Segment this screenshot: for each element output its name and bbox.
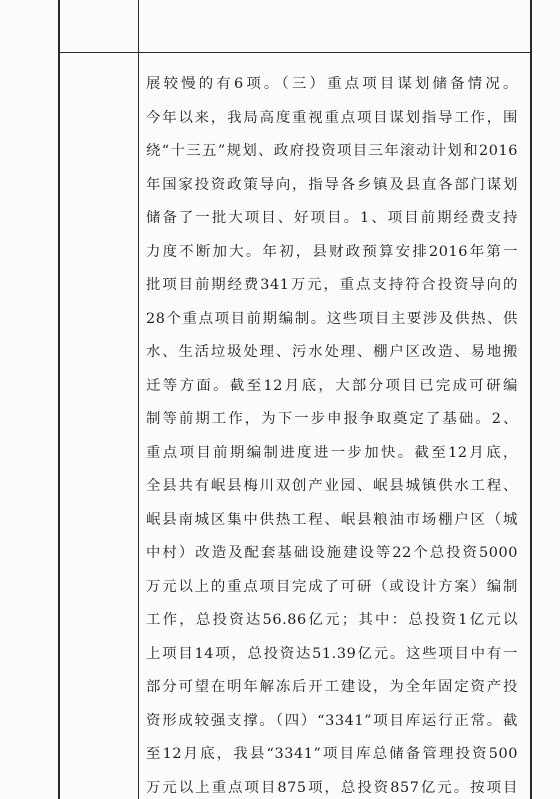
text-line: 储备了一批大项目、好项目。1、项目前期经费支持: [146, 210, 518, 226]
text-line: 万元以上重点项目875项，总投资857亿元。按项目: [146, 779, 518, 796]
text-line: 全县共有岷县梅川双创产业园、岷县城镇供水工程、: [146, 478, 518, 494]
text-line: 28个重点项目前期编制。这些项目主要涉及供热、供: [146, 310, 518, 327]
table-border-top: [58, 52, 532, 53]
text-line: 制等前期工作，为下一步申报争取奠定了基础。2、: [146, 411, 518, 427]
text-line: 上项目14项，总投资达51.39亿元。这些项目中有一: [146, 645, 518, 662]
text-line: 年国家投资政策导向，指导各乡镇及县直各部门谋划: [146, 176, 518, 193]
table-border-inner: [138, 0, 139, 799]
text-line: 展较慢的有6项。（三）重点项目谋划储备情况。: [146, 76, 518, 92]
text-line: 至12月底，我县“3341”项目库总储备管理投资500: [146, 746, 518, 762]
text-line: 岷县南城区集中供热工程、岷县粮油市场棚户区（城: [146, 511, 518, 528]
text-line: 绕“十三五”规划、政府投资项目三年滚动计划和2016: [146, 143, 518, 159]
text-line: 资形成较强支撑。（四）“3341”项目库运行正常。截: [146, 712, 518, 729]
table-border-right: [530, 0, 532, 799]
text-line: 批项目前期经费341万元，重点支持符合投资导向的: [146, 277, 518, 293]
text-line: 水、生活垃圾处理、污水处理、棚户区改造、易地搬: [146, 344, 518, 360]
text-line: 力度不断加大。年初，县财政预算安排2016年第一: [146, 243, 518, 260]
document-body-text: [146, 68, 518, 799]
text-line: 工作，总投资达56.86亿元；其中：总投资1亿元以: [146, 612, 518, 628]
text-line: 重点项目前期编制进度进一步加快。截至12月底，: [146, 444, 518, 461]
text-line: 迁等方面。截至12月底，大部分项目已完成可研编: [146, 377, 518, 394]
table-border-left: [58, 0, 60, 799]
text-line: 万元以上的重点项目完成了可研（或设计方案）编制: [146, 578, 518, 595]
text-line: 今年以来，我局高度重视重点项目谋划指导工作，围: [146, 109, 518, 126]
text-line: 中村）改造及配套基础设施建设等22个总投资5000: [146, 545, 518, 561]
text-line: 部分可望在明年解冻后开工建设，为全年固定资产投: [146, 679, 518, 695]
